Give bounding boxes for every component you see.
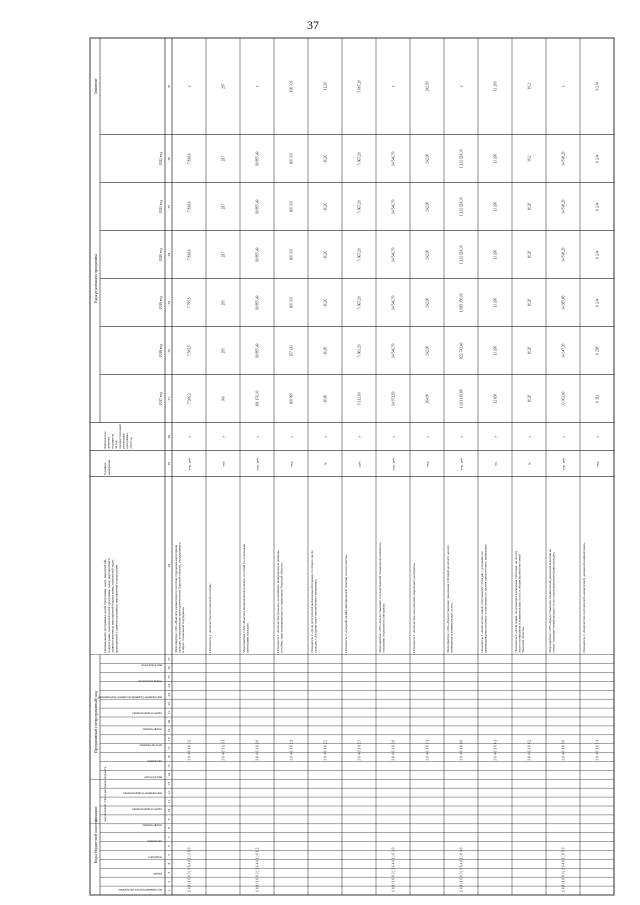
row-fact: х xyxy=(289,435,294,438)
row-year-value: 5 113,60 xyxy=(357,392,362,405)
fact-column-heading: за год, xyxy=(114,440,119,449)
row-name: в мерах социальной поддержки» xyxy=(181,606,186,653)
row-unit: тыс. руб. xyxy=(459,457,464,471)
years-heading: Годы реализации программы xyxy=(93,253,98,304)
row-year-value: 6 228 xyxy=(595,346,600,355)
column-number: 15 xyxy=(167,764,171,768)
row-year-value: 7 838,6 xyxy=(187,153,192,165)
column-number: 36 xyxy=(167,157,171,161)
row-target-value: 297 xyxy=(221,83,226,90)
fact-column-heading: программы, xyxy=(125,432,130,449)
column-number: 20 xyxy=(167,719,171,724)
code-column-label: раздел xyxy=(153,871,162,876)
row-name: Показатель 1 «Количество получателей ежемесячной денежной компенсации» xyxy=(582,542,586,653)
row-year-value: 13 200 xyxy=(493,249,498,260)
column-number: 34 xyxy=(167,253,171,257)
row-year-value: 157 243 xyxy=(289,344,294,357)
code-column-label: код администратора программы xyxy=(118,887,162,892)
row-year-value: 7 509,5 xyxy=(187,345,192,357)
row-name: основании социального контракта» xyxy=(381,602,386,653)
column-number: 23 xyxy=(167,693,171,697)
row-year-value: 10,2 xyxy=(527,155,532,162)
row-year-value: 242,00 xyxy=(425,249,430,260)
row-name: Показатель 2 «Доля семей, получающих жилищные субсидии, на оплату xyxy=(514,550,518,653)
row-year-value: 297 xyxy=(221,156,226,162)
column-number: 25 xyxy=(167,675,171,679)
name-column-heading: административных мероприятий подпрограмм, показателей задач, xyxy=(110,559,115,653)
fact-column-heading: показателя xyxy=(110,434,115,449)
row-year-value: 11,20 xyxy=(323,250,328,259)
row-name: превышающими величину установленного уровня прожиточного минимума» xyxy=(483,543,488,653)
code-column-label: мероприятие (административное мероприятие) xyxy=(97,695,162,700)
row-fact: х xyxy=(493,435,498,438)
row-target-value: х xyxy=(187,85,192,88)
row-year-value: 7 795,5 xyxy=(187,297,192,309)
row-unit: чел. xyxy=(595,460,600,467)
row-year-value: 34 538,20 xyxy=(561,247,566,262)
year-heading: 2020 год xyxy=(159,248,163,262)
row-year-value: 160 335 xyxy=(289,152,294,165)
row-name: Мероприятие 1.004 «Предоставление гражданам субсидий на оплату жилого xyxy=(446,544,450,653)
program-code-heading: Программный (непрограммный) код xyxy=(93,690,98,754)
column-number: 13 xyxy=(167,782,171,786)
row-year-value: 10,20 xyxy=(527,298,532,307)
row-unit: чел. xyxy=(221,460,226,467)
budget-codes-heading: Коды бюджетной классификации xyxy=(93,806,98,864)
column-number: 6 xyxy=(167,845,171,847)
row-year-value: 6 234 xyxy=(595,298,600,307)
code-column-label: вид расходов xyxy=(144,775,162,780)
budget-code-cells: 1 4 8 | 1 0 0 3 | 3 6 4 0 1 | 0 5 0 xyxy=(561,847,566,892)
program-code-cells: 3 6 4 0 1 0 5 0 xyxy=(561,739,566,761)
row-year-value: 101 170,30 xyxy=(255,390,260,407)
column-number: 35 xyxy=(167,205,171,209)
row-year-value: 5 067,20 xyxy=(357,152,362,165)
row-target-value: 6 234 xyxy=(595,82,600,91)
code-column-label: задача подпрограммы xyxy=(132,711,162,716)
row-name: Показатель 1 «Количество семей, получающих субсидии с доходами, не xyxy=(480,551,484,653)
code-column-label: цель программы xyxy=(139,743,162,748)
column-number: 24 xyxy=(167,684,171,688)
row-year-value: 300 xyxy=(221,396,226,402)
row-unit: тыс. руб. xyxy=(255,457,260,471)
row-fact: х xyxy=(527,435,532,438)
row-unit: тыс. руб. xyxy=(561,457,566,471)
row-target-value: х xyxy=(459,85,464,88)
row-year-value: 34 347,30 xyxy=(561,343,566,358)
column-number: 8 xyxy=(167,827,171,830)
column-number: 2 xyxy=(167,880,171,883)
column-number: 5 xyxy=(167,854,171,856)
fact-column-heading: Фактическое xyxy=(103,431,107,449)
year-heading: 2019 год xyxy=(159,296,163,310)
row-fact: х xyxy=(425,435,430,438)
row-year-value: 10,20 xyxy=(527,250,532,259)
row-year-value: 90 855,40 xyxy=(255,199,260,214)
row-year-value: 5 063,20 xyxy=(357,344,362,357)
column-number: 12 xyxy=(167,791,171,795)
row-target-value: 160 335 xyxy=(289,80,294,93)
row-unit: чел. xyxy=(289,460,294,467)
code-column-label: мероприятие подпрограммы xyxy=(123,791,162,796)
row-year-value: 1 132 924,30 xyxy=(459,149,464,169)
row-name: Тверской области» xyxy=(521,626,526,653)
row-target-value: 13 200 xyxy=(493,81,498,92)
row-name: Показатель 1 «Количество получателей социального контракта» xyxy=(412,562,416,653)
row-year-value: 34 538,20 xyxy=(561,199,566,214)
row-year-value: 14 546,70 xyxy=(391,247,396,262)
row-year-value: 264,00 xyxy=(425,393,430,404)
row-year-value: 10,20 xyxy=(527,346,532,355)
budget-code-cells: 1 4 8 | 1 0 0 3 | 3 6 4 0 1 | 3 0 0 xyxy=(187,847,192,892)
row-year-value: 13 200 xyxy=(493,201,498,212)
name-column-heading: мероприятий и административных мероприятий подпрограмм xyxy=(114,565,119,653)
row-year-value: 10,20 xyxy=(527,394,532,403)
row-year-value: 11,00 xyxy=(323,346,328,355)
row-name: Мероприятие 1.005 «Предоставление ежемесячной денежной выплаты на xyxy=(548,548,552,653)
row-year-value: 822 742,40 xyxy=(459,342,464,359)
row-name: категориям граждан» xyxy=(245,622,250,653)
row-unit: ед. xyxy=(493,461,498,466)
name-column-heading: подпрограмм, показателей целей программы, задач, мероприятий и xyxy=(106,557,111,653)
program-code-cells: 3 6 4 0 1 0 2 0 xyxy=(255,739,260,761)
row-year-value: 14 546,70 xyxy=(391,295,396,310)
row-name: Мероприятие 1.002 «Выплата материальной помощи, пособий по отдельным xyxy=(242,544,246,653)
fact-column-heading: значение xyxy=(106,436,111,449)
row-year-value: 90 855,40 xyxy=(255,343,260,358)
column-number: 10 xyxy=(167,808,171,813)
row-year-value: 242,00 xyxy=(425,153,430,164)
program-code-cells: 3 6 4 0 1 0 0 2 xyxy=(187,739,192,761)
code-column-label: вид показателя xyxy=(141,663,162,668)
row-target-value: 242,00 xyxy=(425,81,430,92)
row-year-value: 11,20 xyxy=(323,298,328,307)
fact-column-heading: реализации xyxy=(121,433,126,449)
column-number: 33 xyxy=(167,301,171,305)
budget-code-cells: 1 4 8 | 1 0 0 3 | 3 6 4 0 1 | 0 1 2 xyxy=(255,847,260,892)
row-year-value: 14 546,70 xyxy=(391,151,396,166)
row-target-value: х xyxy=(391,85,396,88)
column-number: 28 xyxy=(167,564,171,568)
row-fact: х xyxy=(391,435,396,438)
year-heading: 2018 год xyxy=(159,344,163,358)
row-name: Показатель 3 «Средний размер материальной помощи на получателя» xyxy=(344,554,348,653)
row-name: Мероприятие 1.001 «Выплата ежемесячного пособия отдельным категориям xyxy=(174,545,178,653)
row-year-value: 7 838,6 xyxy=(187,201,192,213)
column-number: 4 xyxy=(167,863,171,865)
row-year-value: 6 313 xyxy=(595,394,600,403)
row-year-value: 1 021 119,80 xyxy=(459,389,464,409)
row-unit: % xyxy=(323,462,328,466)
row-year-value: 13 200 xyxy=(493,345,498,356)
row-target-value: х xyxy=(255,85,260,88)
row-year-value: 5 067,20 xyxy=(357,248,362,261)
program-code-cells: 3 6 4 0 1 0 2 2 xyxy=(323,739,328,761)
row-year-value: 12 650 xyxy=(493,393,498,404)
year-heading: 2021 год xyxy=(159,200,163,214)
row-year-value: 10,20 xyxy=(527,202,532,211)
row-year-value: 33 362,60 xyxy=(561,391,566,406)
column-number: 7 xyxy=(167,836,171,839)
row-year-value: 5 067,20 xyxy=(357,296,362,309)
program-code-cells: 3 6 4 0 1 0 2 3 xyxy=(357,739,362,761)
row-year-value: 11,20 xyxy=(323,154,328,163)
row-year-value: 7 306,2 xyxy=(187,393,192,405)
row-year-value: 90 855,40 xyxy=(255,247,260,262)
column-number: 19 xyxy=(167,728,171,733)
row-year-value: 14 071,50 xyxy=(391,391,396,406)
row-fact: х xyxy=(595,435,600,438)
row-target-value: 10,2 xyxy=(527,83,532,90)
row-year-value: 1 132 924,30 xyxy=(459,197,464,217)
row-fact: х xyxy=(357,435,362,438)
row-year-value: 34 385,80 xyxy=(561,295,566,310)
row-unit: чел. xyxy=(425,460,430,467)
row-name: Мероприятие 1.003 «Предоставление государственной социальной помощи на xyxy=(378,542,382,653)
column-number: 37 xyxy=(167,84,171,89)
year-heading: 2017 год xyxy=(159,392,163,406)
row-year-value: 242,00 xyxy=(425,297,430,308)
row-name: помещения и коммунальных услуг» xyxy=(449,602,454,653)
program-code-cells: 3 6 4 0 1 0 2 1 xyxy=(289,739,294,761)
code-column-label: номер показателя xyxy=(138,679,162,684)
row-year-value: 7 838,6 xyxy=(187,249,192,261)
row-fact: х xyxy=(255,435,260,438)
program-code-cells: 3 6 4 0 1 0 4 0 xyxy=(459,739,464,761)
row-year-value: 160 335 xyxy=(289,296,294,309)
row-unit: % xyxy=(527,462,532,466)
column-number: 11 xyxy=(167,799,171,804)
column-number: 1 xyxy=(167,889,171,892)
row-year-value: 1 132 924,30 xyxy=(459,245,464,265)
row-fact: х xyxy=(221,435,226,438)
column-number: 17 xyxy=(167,746,171,750)
column-number: 32 xyxy=(167,349,171,353)
fact-column-heading: предшествующий xyxy=(117,424,122,449)
row-year-value: 160 335 xyxy=(289,200,294,213)
row-year-value: 90 855,40 xyxy=(255,151,260,166)
name-column-heading: Наименование программы, целей программы, задач, мероприятий, xyxy=(103,558,107,653)
row-year-value: 297 xyxy=(221,252,226,258)
column-number: 3 xyxy=(167,871,171,874)
row-name: Показатель 2 «Доля получателей материальной помощи от общего числа xyxy=(310,550,314,653)
code-column-label: подпрограмма xyxy=(142,823,162,828)
row-year-value: 34 538,20 xyxy=(561,151,566,166)
code-column-label: программа xyxy=(147,839,162,844)
row-unit: тыс. руб. xyxy=(187,457,192,471)
year-heading: 2022 год xyxy=(159,152,163,166)
program-code-cells: 3 6 4 0 1 0 4 2 xyxy=(527,739,532,761)
program-code-cells: 3 6 4 0 1 1 0 1 xyxy=(221,739,226,761)
row-name: Показатель 1 «Количество получателей пособия» xyxy=(208,583,212,653)
column-number: 21 xyxy=(167,710,171,715)
column-number: 30 xyxy=(167,435,171,439)
unit-column-heading: измерения xyxy=(106,459,111,475)
program-code-cells: 3 6 4 0 1 0 3 0 xyxy=(391,739,396,761)
row-year-value: 5 067,20 xyxy=(357,200,362,213)
rotated-table xyxy=(90,38,614,895)
program-code-cells: 3 6 4 0 1 0 4 1 xyxy=(493,739,498,761)
row-unit: руб. xyxy=(357,460,362,467)
code-column-label: подпрограмма xyxy=(142,727,162,732)
column-number: 26 xyxy=(167,666,171,670)
budget-code-cells: 1 4 8 | 1 0 0 3 | 3 6 4 0 1 | 0 3 0 xyxy=(391,847,396,892)
column-number: 18 xyxy=(167,737,171,741)
row-year-value: 14 546,70 xyxy=(391,199,396,214)
column-number: 22 xyxy=(167,702,171,706)
column-number: 14 xyxy=(167,773,171,777)
column-number: 29 xyxy=(167,462,171,466)
row-year-value: 242,00 xyxy=(425,345,430,356)
column-number: 9 xyxy=(167,818,171,821)
row-year-value: 295 xyxy=(221,348,226,354)
row-year-value: 295 xyxy=(221,300,226,306)
row-year-value: 6 234 xyxy=(595,154,600,163)
row-year-value: 90 855,40 xyxy=(255,295,260,310)
row-name: пособия, зарегистрированных на территории Тверской области» xyxy=(279,562,284,653)
row-name: Показатель 1 «Количество граждан, получивших материальную помощь, xyxy=(276,550,280,653)
row-year-value: 1 089 350,00 xyxy=(459,293,464,313)
page-number: 37 xyxy=(307,18,319,32)
row-year-value: 6 234 xyxy=(595,202,600,211)
row-name: граждан, установленным законодательством Тверской области, нуждающимся xyxy=(177,542,182,653)
row-fact: х xyxy=(561,435,566,438)
row-unit: тыс. руб. xyxy=(391,457,396,471)
row-target-value: х xyxy=(561,85,566,88)
code-column-label: программа xyxy=(147,759,162,764)
row-target-value: 5 067,20 xyxy=(357,80,362,93)
column-number: 27 xyxy=(167,657,171,661)
row-fact: х xyxy=(323,435,328,438)
code-column-label: подраздел xyxy=(148,855,162,860)
program-code-cells: 3 6 4 0 1 0 3 1 xyxy=(425,739,430,761)
row-fact: х xyxy=(459,435,464,438)
row-fact: х xyxy=(187,435,192,438)
row-year-value: 160 095 xyxy=(289,392,294,405)
budget-code-cells: 1 4 8 | 1 0 0 3 | 3 6 4 0 1 | 0 4 0 xyxy=(459,847,464,892)
row-year-value: 10,60 xyxy=(323,394,328,403)
program-structure-heading: код целевой статьи расходов бюджета xyxy=(103,766,107,822)
row-year-value: 160 335 xyxy=(289,248,294,261)
row-name: граждан с доходами ниже прожиточного минимума» xyxy=(313,578,318,653)
row-target-value: 11,20 xyxy=(323,82,328,91)
row-year-value: 6 234 xyxy=(595,250,600,259)
row-year-value: 242,00 xyxy=(425,201,430,212)
target-heading: Значение xyxy=(93,78,98,95)
fact-column-heading: 2016 год xyxy=(128,437,133,449)
code-column-label: задача подпрограммы xyxy=(132,807,162,812)
unit-column-heading: Единица xyxy=(103,462,107,475)
row-year-value: 14 546,70 xyxy=(391,343,396,358)
column-number: 16 xyxy=(167,755,171,759)
row-year-value: 13 200 xyxy=(493,297,498,308)
row-name: оплату жилищно-коммунальных услуг отдельным категориям граждан» xyxy=(551,551,556,653)
row-year-value: 13 200 xyxy=(493,153,498,164)
program-code-cells: 3 6 4 0 1 0 5 1 xyxy=(595,739,600,761)
row-year-value: 297 xyxy=(221,204,226,210)
row-name: жилого помещения и коммунальных услуг, в общем количестве семей xyxy=(517,554,522,653)
row-year-value: 11,20 xyxy=(323,202,328,211)
column-number: 31 xyxy=(167,397,171,401)
